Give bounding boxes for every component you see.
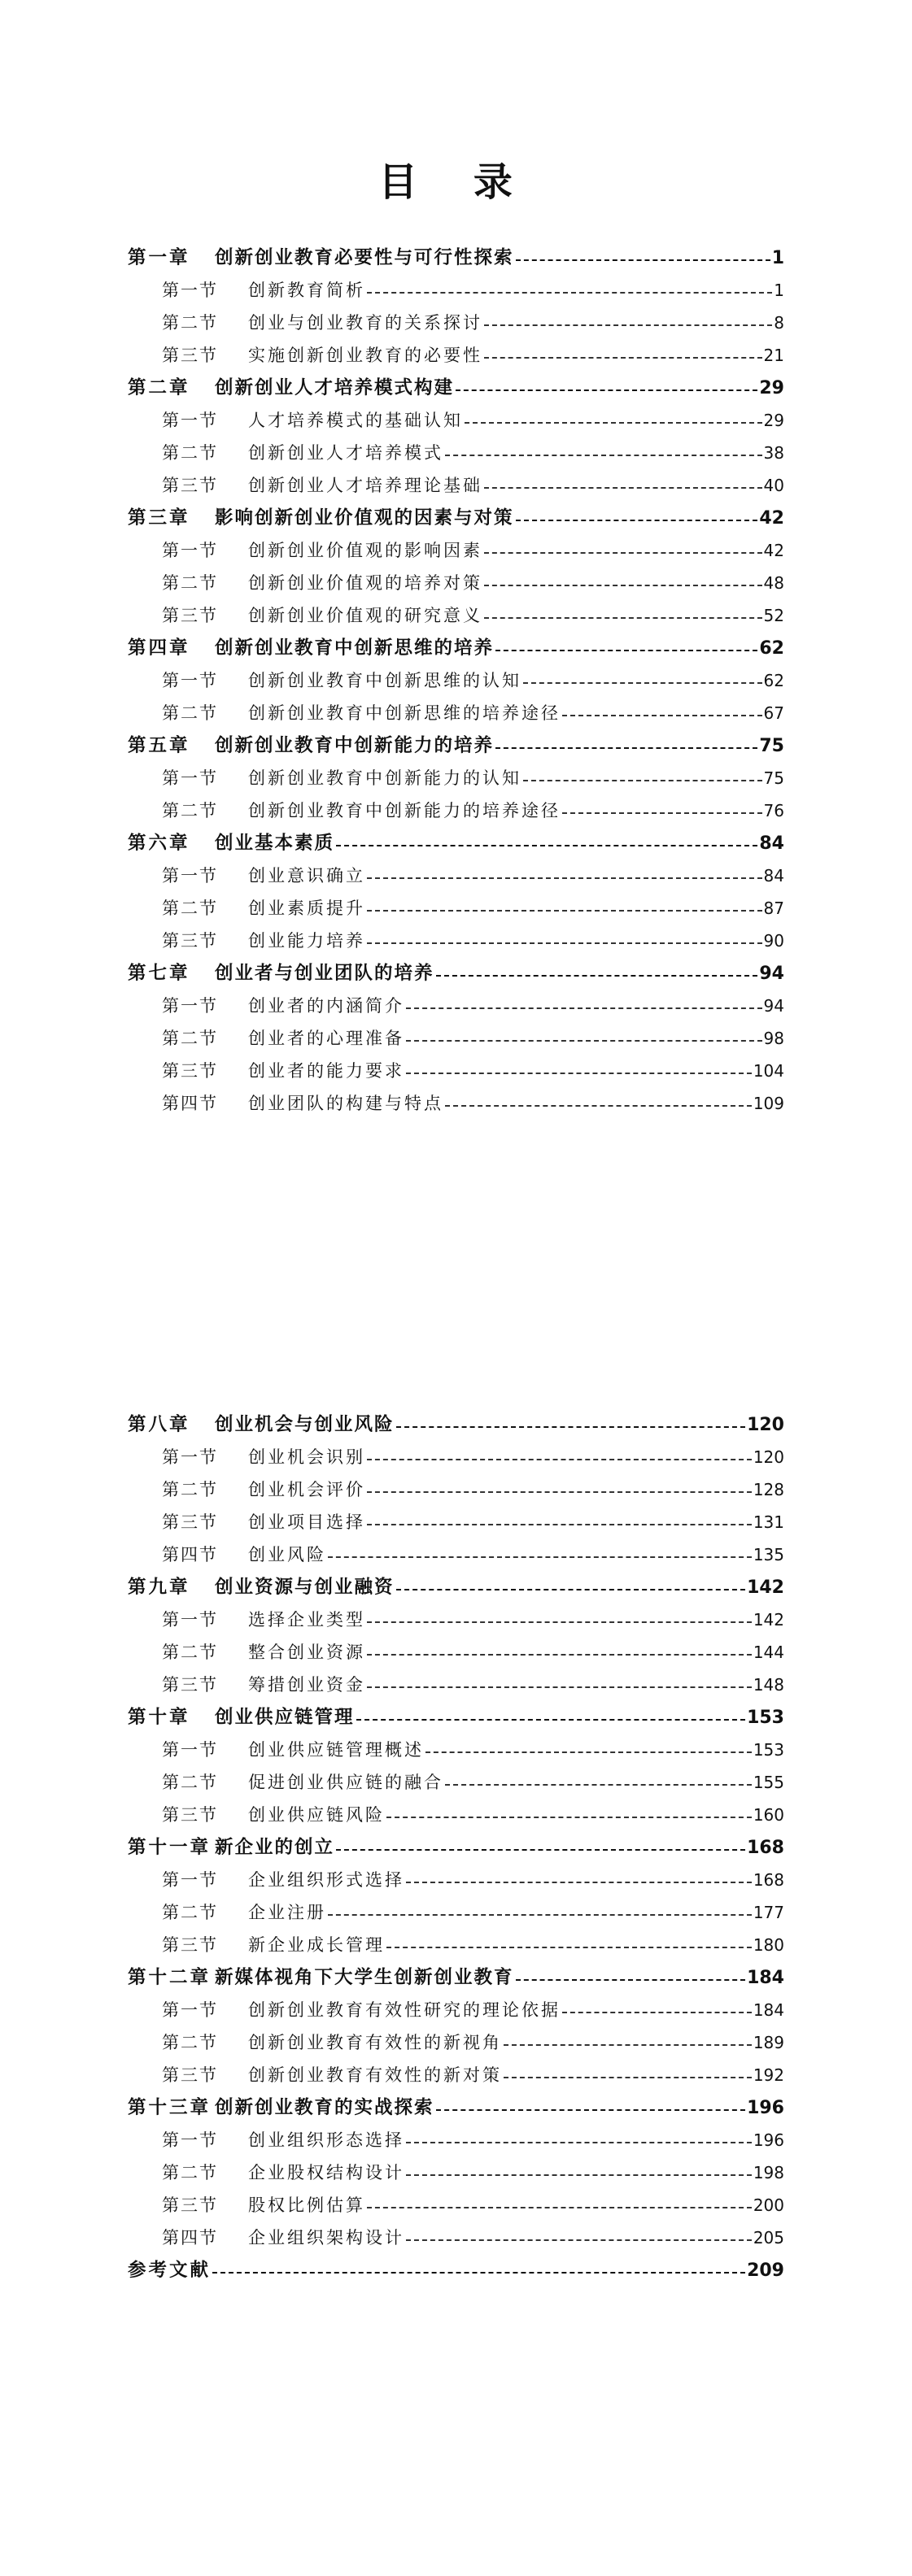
- toc-section-entry[interactable]: [128, 599, 784, 632]
- toc-page-number: 62: [763, 671, 784, 690]
- toc-page-number: 90: [763, 931, 784, 951]
- toc-section-entry[interactable]: [128, 274, 784, 307]
- toc-page-number: 75: [763, 768, 784, 788]
- toc-entry-number: 第三节: [162, 1061, 218, 1081]
- toc-chapter-entry[interactable]: [128, 632, 784, 664]
- toc-entry-title: 企业注册: [248, 1903, 326, 1922]
- toc-section-entry[interactable]: [128, 2156, 784, 2189]
- toc-dot-leader: [562, 812, 762, 814]
- toc-entry-number: 第一节: [162, 2130, 218, 2150]
- toc-page-number: 87: [763, 899, 784, 918]
- toc-entry-title: 创业供应链风险: [248, 1805, 385, 1825]
- toc-entry-title: 创新创业教育中创新能力的培养途径: [248, 801, 561, 820]
- toc-page-number: 184: [753, 2000, 784, 2020]
- toc-dot-leader: [445, 454, 762, 456]
- toc-entry-number: 第十章: [128, 1707, 190, 1728]
- toc-entry-number: 第二节: [162, 313, 218, 333]
- toc-references-entry[interactable]: [128, 2254, 784, 2287]
- toc-page-number: 180: [753, 1935, 784, 1955]
- toc-dot-leader: [367, 1686, 752, 1688]
- toc-entry-number: 第一节: [162, 1870, 218, 1890]
- toc-entry-title: 创新创业价值观的影响因素: [248, 541, 482, 560]
- toc-dot-leader: [445, 1104, 752, 1107]
- toc-entry-title: 创新创业教育的实战探索: [215, 2097, 434, 2118]
- toc-entry-number: 第四节: [162, 1094, 218, 1113]
- toc-page-number: 84: [759, 833, 784, 854]
- toc-page-number: 29: [759, 378, 784, 398]
- toc-dot-leader: [562, 2011, 752, 2013]
- toc-part-2: [128, 1408, 784, 2287]
- toc-entry-number: 第二节: [162, 1029, 218, 1048]
- toc-dot-leader: [484, 616, 762, 619]
- toc-section-entry[interactable]: [128, 1473, 784, 1506]
- toc-chapter-entry[interactable]: [128, 827, 784, 859]
- toc-dot-leader: [367, 1523, 752, 1525]
- toc-entry-number: 第六章: [128, 833, 190, 854]
- toc-entry-title: 创新创业教育中创新能力的培养: [215, 735, 495, 756]
- toc-entry-title: 创新教育简析: [248, 281, 365, 300]
- toc-section-entry[interactable]: [128, 1055, 784, 1087]
- toc-entry-number: 第一节: [162, 768, 218, 788]
- toc-page-number: 1: [771, 248, 784, 268]
- toc-entry-title: 影响创新创业价值观的因素与对策: [215, 507, 514, 529]
- toc-chapter-entry[interactable]: [128, 372, 784, 404]
- toc-entry-number: 第一节: [162, 1447, 218, 1467]
- toc-dot-leader: [367, 909, 762, 912]
- toc-page-number: 148: [753, 1675, 784, 1695]
- toc-entry-number: 第二节: [162, 443, 218, 463]
- toc-entry-number: 第九章: [128, 1577, 190, 1598]
- toc-chapter-entry[interactable]: [128, 502, 784, 534]
- toc-entry-number: 第一节: [162, 671, 218, 690]
- toc-section-entry[interactable]: [128, 1766, 784, 1799]
- toc-dot-leader: [406, 2239, 752, 2241]
- toc-entry-number: 第三章: [128, 507, 190, 529]
- toc-dot-leader: [523, 779, 762, 781]
- toc-dot-leader: [406, 1072, 752, 1074]
- toc-page-number: 198: [753, 2163, 784, 2182]
- toc-entry-title: 创业供应链管理: [215, 1707, 355, 1728]
- toc-dot-leader: [445, 1783, 752, 1786]
- toc-section-entry[interactable]: [128, 2221, 784, 2254]
- toc-section-entry[interactable]: [128, 2124, 784, 2156]
- toc-dot-leader: [336, 1848, 745, 1851]
- toc-section-entry[interactable]: [128, 469, 784, 502]
- toc-page-number: 98: [763, 1029, 784, 1048]
- toc-entry-number: 第二节: [162, 801, 218, 820]
- toc-dot-leader: [504, 2076, 752, 2078]
- toc-dot-leader: [456, 389, 757, 391]
- toc-entry-number: 第七章: [128, 963, 190, 984]
- toc-entry-title: 创新创业教育中创新思维的培养途径: [248, 703, 561, 723]
- toc-chapter-entry[interactable]: [128, 1408, 784, 1441]
- toc-page-number: 160: [753, 1805, 784, 1825]
- toc-entry-number: 第十二章: [128, 1967, 212, 1988]
- toc-section-entry[interactable]: [128, 1087, 784, 1120]
- toc-entry-number: 第一节: [162, 2000, 218, 2020]
- toc-entry-title: 企业股权结构设计: [248, 2163, 404, 2182]
- toc-page-number: 155: [753, 1773, 784, 1792]
- toc-dot-leader: [336, 844, 757, 846]
- toc-entry-number: 参考文献: [128, 2260, 212, 2281]
- toc-entry-number: 第一节: [162, 281, 218, 300]
- toc-dot-leader: [328, 1556, 752, 1558]
- toc-page-number: 209: [747, 2261, 784, 2281]
- toc-dot-leader: [516, 1978, 746, 1981]
- toc-page-number: 48: [763, 573, 784, 593]
- toc-dot-leader: [406, 1007, 762, 1009]
- toc-entry-title: 创新创业教育中创新思维的认知: [248, 671, 521, 690]
- toc-entry-title: 创新创业价值观的培养对策: [248, 573, 482, 593]
- toc-dot-leader: [523, 681, 762, 684]
- toc-entry-title: 新企业的创立: [215, 1837, 335, 1858]
- toc-page-number: 196: [753, 2130, 784, 2150]
- toc-page-number: 196: [747, 2098, 784, 2118]
- toc-section-entry[interactable]: [128, 437, 784, 469]
- toc-section-entry[interactable]: [128, 567, 784, 599]
- toc-dot-leader: [367, 877, 762, 879]
- toc-dot-leader: [495, 649, 757, 651]
- toc-dot-leader: [367, 1621, 752, 1623]
- toc-entry-title: 新媒体视角下大学生创新创业教育: [215, 1967, 514, 1988]
- toc-page-number: 168: [747, 1838, 784, 1858]
- toc-page-number: 38: [763, 443, 784, 463]
- toc-entry-title: 实施创新创业教育的必要性: [248, 346, 482, 365]
- toc-section-entry[interactable]: [128, 2189, 784, 2221]
- toc-dot-leader: [436, 2108, 746, 2111]
- toc-section-entry[interactable]: [128, 1538, 784, 1571]
- toc-entry-number: 第二节: [162, 573, 218, 593]
- toc-dot-leader: [328, 1913, 752, 1916]
- toc-section-entry[interactable]: [128, 1994, 784, 2026]
- toc-section-entry[interactable]: [128, 1441, 784, 1473]
- toc-entry-title: 创业资源与创业融资: [215, 1577, 395, 1598]
- toc-entry-title: 人才培养模式的基础认知: [248, 411, 463, 430]
- toc-entry-number: 第一章: [128, 247, 190, 268]
- toc-page-number: 205: [753, 2228, 784, 2247]
- toc-dot-leader: [484, 584, 762, 586]
- toc-entry-number: 第三节: [162, 931, 218, 951]
- toc-section-entry[interactable]: [128, 1022, 784, 1055]
- toc-dot-leader: [367, 2206, 752, 2208]
- toc-chapter-entry[interactable]: [128, 1961, 784, 1994]
- toc-dot-leader: [406, 2141, 752, 2143]
- toc-page-number: 120: [747, 1415, 784, 1435]
- toc-entry-title: 新企业成长管理: [248, 1935, 385, 1955]
- toc-section-entry[interactable]: [128, 1636, 784, 1669]
- toc-entry-title: 创业与创业教育的关系探讨: [248, 313, 482, 333]
- toc-section-entry[interactable]: [128, 794, 784, 827]
- toc-chapter-entry[interactable]: [128, 957, 784, 990]
- toc-entry-number: 第一节: [162, 541, 218, 560]
- toc-section-entry[interactable]: [128, 404, 784, 437]
- toc-page-number: 142: [747, 1577, 784, 1598]
- toc-section-entry[interactable]: [128, 990, 784, 1022]
- toc-dot-leader: [465, 421, 762, 424]
- toc-page-number: 128: [753, 1480, 784, 1499]
- toc-entry-number: 第三节: [162, 2195, 218, 2215]
- toc-entry-number: 第一节: [162, 411, 218, 430]
- toc-entry-number: 第四章: [128, 637, 190, 659]
- toc-section-entry[interactable]: [128, 762, 784, 794]
- toc-section-entry[interactable]: [128, 697, 784, 729]
- toc-entry-title: 创新创业价值观的研究意义: [248, 606, 482, 625]
- toc-entry-number: 第二章: [128, 377, 190, 398]
- toc-section-entry[interactable]: [128, 925, 784, 957]
- toc-dot-leader: [396, 1425, 746, 1428]
- toc-entry-title: 选择企业类型: [248, 1610, 365, 1630]
- toc-dot-leader: [367, 1490, 752, 1493]
- toc-entry-number: 第三节: [162, 476, 218, 495]
- toc-entry-title: 创新创业人才培养理论基础: [248, 476, 482, 495]
- toc-dot-leader: [367, 291, 772, 294]
- toc-section-entry[interactable]: [128, 2059, 784, 2091]
- toc-page-number: 84: [763, 866, 784, 886]
- toc-page-number: 135: [753, 1545, 784, 1564]
- toc-entry-title: 创新创业人才培养模式构建: [215, 377, 455, 398]
- toc-section-entry[interactable]: [128, 2026, 784, 2059]
- toc-page-number: 177: [753, 1903, 784, 1922]
- toc-section-entry[interactable]: [128, 664, 784, 697]
- toc-dot-leader: [484, 324, 772, 326]
- toc-entry-number: 第三节: [162, 1935, 218, 1955]
- toc-page-number: 29: [763, 411, 784, 430]
- toc-entry-number: 第一节: [162, 1610, 218, 1630]
- toc-page-number: 142: [753, 1610, 784, 1630]
- toc-page-number: 192: [753, 2065, 784, 2085]
- toc-entry-title: 股权比例估算: [248, 2195, 365, 2215]
- toc-dot-leader: [484, 486, 762, 489]
- toc-page-number: 120: [753, 1447, 784, 1467]
- toc-dot-leader: [425, 1751, 752, 1753]
- toc-page-number: 67: [763, 703, 784, 723]
- toc-entry-title: 筹措创业资金: [248, 1675, 365, 1695]
- toc-entry-title: 创新创业教育有效性研究的理论依据: [248, 2000, 561, 2020]
- toc-entry-title: 创业机会与创业风险: [215, 1414, 395, 1435]
- toc-entry-title: 创新创业教育中创新能力的认知: [248, 768, 521, 788]
- toc-page-number: 144: [753, 1643, 784, 1662]
- toc-entry-title: 创业团队的构建与特点: [248, 1094, 443, 1113]
- toc-entry-number: 第五章: [128, 735, 190, 756]
- toc-dot-leader: [495, 746, 757, 749]
- toc-dot-leader: [406, 2174, 752, 2176]
- toc-chapter-entry[interactable]: [128, 729, 784, 762]
- toc-section-entry[interactable]: [128, 534, 784, 567]
- toc-page-number: 104: [753, 1061, 784, 1081]
- toc-entry-title: 创业者与创业团队的培养: [215, 963, 434, 984]
- toc-entry-title: 创业项目选择: [248, 1512, 365, 1532]
- toc-page-number: 94: [759, 964, 784, 984]
- toc-entry-number: 第三节: [162, 1512, 218, 1532]
- toc-entry-title: 整合创业资源: [248, 1643, 365, 1662]
- toc-chapter-entry[interactable]: [128, 1831, 784, 1864]
- toc-entry-title: 促进创业供应链的融合: [248, 1773, 443, 1792]
- toc-dot-leader: [367, 1653, 752, 1656]
- toc-entry-title: 创业者的心理准备: [248, 1029, 404, 1048]
- toc-entry-number: 第三节: [162, 2065, 218, 2085]
- toc-section-entry[interactable]: [128, 1506, 784, 1538]
- toc-page-number: 94: [763, 996, 784, 1016]
- toc-entry-number: 第四节: [162, 1545, 218, 1564]
- toc-dot-leader: [484, 356, 762, 359]
- toc-entry-title: 创业者的内涵简介: [248, 996, 404, 1016]
- toc-section-entry[interactable]: [128, 1603, 784, 1636]
- toc-page-number: 189: [753, 2033, 784, 2052]
- toc-entry-title: 创业风险: [248, 1545, 326, 1564]
- toc-dot-leader: [356, 1718, 746, 1721]
- toc-entry-number: 第二节: [162, 1773, 218, 1792]
- toc-section-entry[interactable]: [128, 1896, 784, 1929]
- toc-dot-leader: [436, 974, 758, 977]
- toc-entry-number: 第二节: [162, 1903, 218, 1922]
- toc-entry-number: 第一节: [162, 866, 218, 886]
- toc-dot-leader: [212, 2271, 745, 2274]
- toc-dot-leader: [367, 1458, 752, 1460]
- toc-entry-title: 创业机会评价: [248, 1480, 365, 1499]
- toc-page-number: 75: [759, 736, 784, 756]
- toc-entry-title: 创业意识确立: [248, 866, 365, 886]
- toc-chapter-entry[interactable]: [128, 1571, 784, 1603]
- toc-page-number: 42: [763, 541, 784, 560]
- toc-page-number: 40: [763, 476, 784, 495]
- toc-entry-number: 第四节: [162, 2228, 218, 2247]
- toc-dot-leader: [406, 1039, 762, 1042]
- toc-page-number: 8: [774, 313, 784, 333]
- toc-entry-number: 第三节: [162, 346, 218, 365]
- toc-dot-leader: [367, 942, 762, 944]
- toc-entry-number: 第一节: [162, 1740, 218, 1760]
- toc-page-number: 76: [763, 801, 784, 820]
- toc-page-number: 1: [774, 281, 784, 300]
- toc-page-number: 52: [763, 606, 784, 625]
- toc-chapter-entry[interactable]: [128, 242, 784, 274]
- toc-dot-leader: [484, 551, 762, 554]
- toc-entry-number: 第二节: [162, 1643, 218, 1662]
- toc-section-entry[interactable]: [128, 892, 784, 925]
- toc-entry-title: 创新创业教育有效性的新对策: [248, 2065, 502, 2085]
- toc-entry-number: 第三节: [162, 1805, 218, 1825]
- toc-entry-title: 创业组织形态选择: [248, 2130, 404, 2150]
- toc-entry-title: 创新创业人才培养模式: [248, 443, 443, 463]
- toc-page-number: 62: [759, 638, 784, 659]
- toc-entry-title: 创业者的能力要求: [248, 1061, 404, 1081]
- toc-dot-leader: [504, 2043, 752, 2046]
- toc-dot-leader: [386, 1946, 752, 1948]
- toc-entry-number: 第一节: [162, 996, 218, 1016]
- toc-page-number: 109: [753, 1094, 784, 1113]
- toc-page-number: 168: [753, 1870, 784, 1890]
- toc-chapter-entry[interactable]: [128, 2091, 784, 2124]
- toc-entry-number: 第八章: [128, 1414, 190, 1435]
- toc-entry-title: 创业供应链管理概述: [248, 1740, 424, 1760]
- toc-entry-title: 创新创业教育必要性与可行性探索: [215, 247, 514, 268]
- toc-dot-leader: [516, 519, 758, 521]
- toc-entry-title: 创业素质提升: [248, 899, 365, 918]
- toc-entry-number: 第二节: [162, 703, 218, 723]
- toc-entry-number: 第三节: [162, 606, 218, 625]
- toc-page-number: 153: [747, 1708, 784, 1728]
- toc-section-entry[interactable]: [128, 307, 784, 339]
- toc-section-entry[interactable]: [128, 339, 784, 372]
- page-title: 目 录: [378, 159, 534, 205]
- toc-entry-number: 第二节: [162, 899, 218, 918]
- toc-dot-leader: [386, 1816, 752, 1818]
- toc-dot-leader: [516, 259, 770, 261]
- toc-entry-number: 第十三章: [128, 2097, 212, 2118]
- toc-section-entry[interactable]: [128, 859, 784, 892]
- toc-part-1: [128, 242, 784, 1120]
- toc-dot-leader: [406, 1881, 752, 1883]
- toc-entry-title: 创业能力培养: [248, 931, 365, 951]
- toc-section-entry[interactable]: [128, 1864, 784, 1896]
- toc-page-number: 153: [753, 1740, 784, 1760]
- toc-section-entry[interactable]: [128, 1669, 784, 1701]
- toc-entry-title: 企业组织架构设计: [248, 2228, 404, 2247]
- toc-page-number: 184: [747, 1968, 784, 1988]
- toc-entry-title: 创业机会识别: [248, 1447, 365, 1467]
- toc-section-entry[interactable]: [128, 1929, 784, 1961]
- toc-entry-title: 创新创业教育中创新思维的培养: [215, 637, 495, 659]
- toc-dot-leader: [562, 714, 762, 716]
- toc-entry-title: 创新创业教育有效性的新视角: [248, 2033, 502, 2052]
- toc-section-entry[interactable]: [128, 1734, 784, 1766]
- toc-section-entry[interactable]: [128, 1799, 784, 1831]
- toc-entry-number: 第十一章: [128, 1837, 212, 1858]
- toc-entry-number: 第三节: [162, 1675, 218, 1695]
- toc-entry-number: 第二节: [162, 2033, 218, 2052]
- toc-entry-title: 创业基本素质: [215, 833, 335, 854]
- toc-page-number: 21: [763, 346, 784, 365]
- toc-page-number: 200: [753, 2195, 784, 2215]
- toc-chapter-entry[interactable]: [128, 1701, 784, 1734]
- toc-dot-leader: [396, 1588, 746, 1590]
- toc-page-number: 131: [753, 1512, 784, 1532]
- toc-entry-number: 第二节: [162, 1480, 218, 1499]
- toc-page-number: 42: [759, 508, 784, 529]
- toc-entry-title: 企业组织形式选择: [248, 1870, 404, 1890]
- toc-entry-number: 第二节: [162, 2163, 218, 2182]
